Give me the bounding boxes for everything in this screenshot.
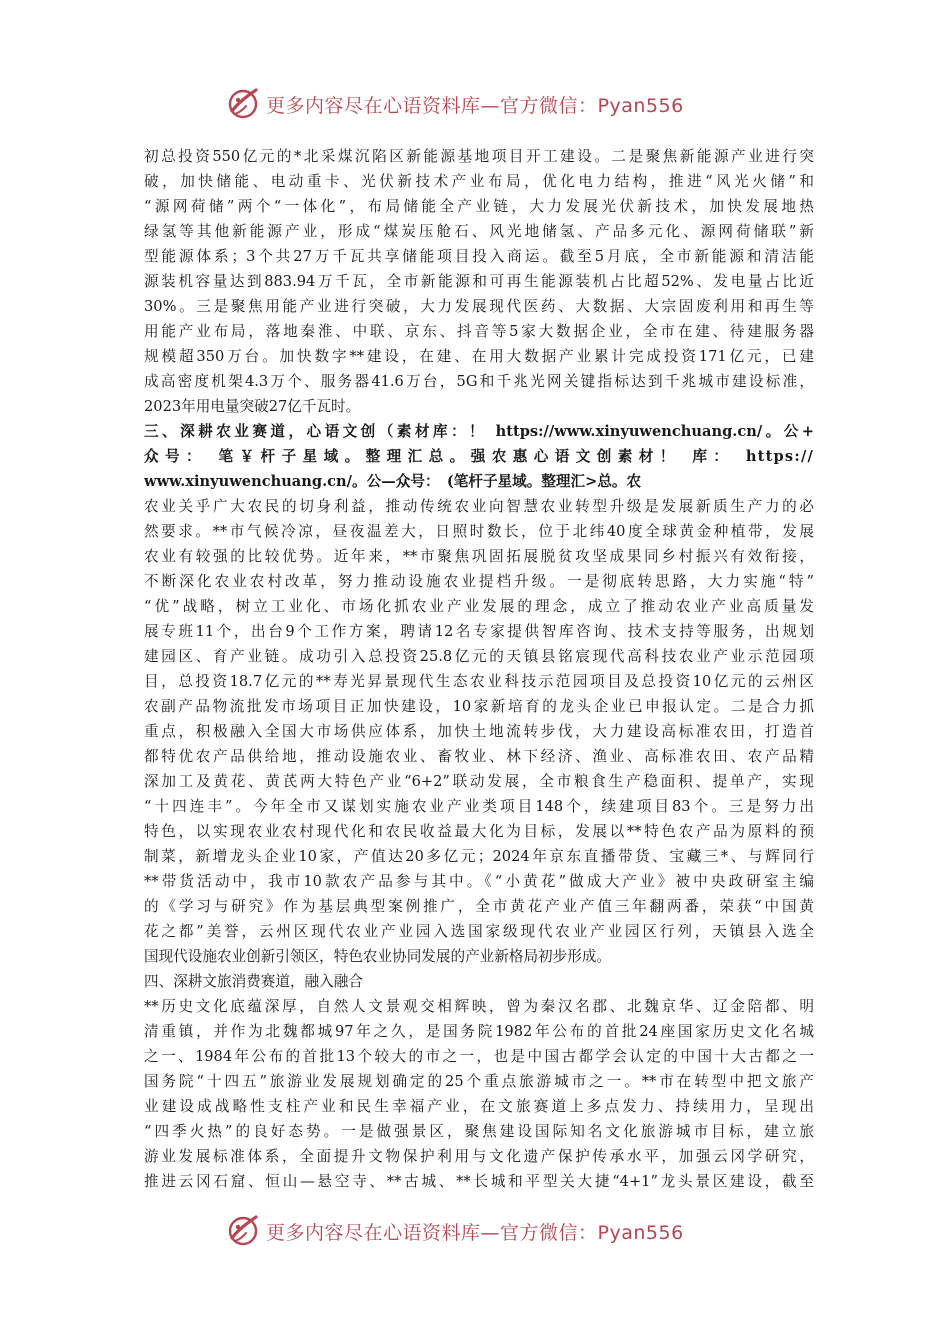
text-line: 三、深耕农业赛道，心语文创（素材库：！ https://www.xinyuwenchuang.cn/。公+: [144, 423, 814, 440]
text-line: 业建设成战略性支柱产业和民生幸福产业，在文旅赛道上多点发力、持续用力，呈现出: [144, 1098, 814, 1115]
banner-text: 更多内容尽在心语资料库—官方微信：Pyan556: [266, 1221, 684, 1244]
text-line: 游业发展标准体系，全面提升文物保护利用与文化遗产保护传承水平，加强云冈学研究，: [144, 1148, 814, 1165]
text-line: 破，加快储能、电动重卡、光伏新技术产业布局，优化电力结构，推进“风光火储”和: [144, 173, 814, 190]
text-line: 30%。三是聚焦用能产业进行突破，大力发展现代医药、大数据、大宗固废利用和再生等: [144, 298, 814, 315]
document-body: [144, 144, 814, 1194]
text-line: 绿氢等其他新能源产业，形成“煤炭压舱石、风光地储氢、产品多元化、源网荷储联”新: [144, 223, 814, 240]
text-line: 源装机容量达到883.94万千瓦，全市新能源和可再生能源装机占比超52%、发电量占比近: [144, 273, 814, 290]
text-line: 众号： 笔￥杆子星域。整理汇总。强农惠心语文创素材！ 库： https://: [144, 448, 814, 465]
footer-banner: [0, 1211, 950, 1251]
text-line: **历史文化底蕴深厚，自然人文景观交相辉映，曾为秦汉名郡、北魏京华、辽金陪都、明: [144, 998, 814, 1015]
text-line: 特色，以实现农业农村现代化和农民收益最大化为目标，发展以**特色农产品为原料的预: [144, 823, 814, 840]
text-line: 成高密度机架4.3万个、服务器41.6万台，5G和千兆光网关键指标达到千兆城市建设标准，: [144, 373, 814, 390]
text-line: 花之都”美誉，云州区现代农业产业园入选国家级现代农业产业园区行列，天镇县入选全: [144, 923, 814, 940]
text-line: “四季火热”的良好态势。一是做强景区，聚焦建设国际知名文化旅游城市目标，建立旅: [144, 1123, 814, 1140]
text-line: 用能产业布局，落地秦淮、中联、京东、抖音等5家大数据企业，全市在建、待建服务器: [144, 323, 814, 340]
text-line: 深加工及黄花、黄芪两大特色产业“6+2”联动发展，全市粮食生产稳面积、提单产，实现: [144, 773, 814, 790]
text-line: 的《学习与研究》作为基层典型案例推广，全市黄花产业产值三年翻两番，荣获“中国黄: [144, 898, 814, 915]
text-line: “十四连丰”。今年全市又谋划实施农业产业类项目148个，续建项目83个。三是努力出: [144, 798, 814, 815]
text-line: 型能源体系；3个共27万千瓦共享储能项目投入商运。截至5月底，全市新能源和清洁能: [144, 248, 814, 265]
text-line: “源网荷储”两个“一体化”，布局储能全产业链，大力发展光伏新技术，加快发展地热: [144, 198, 814, 215]
banner-text: 更多内容尽在心语资料库—官方微信：Pyan556: [266, 94, 684, 117]
text-line: 规模超350万台。加快数字**建设，在建、在用大数据产业累计完成投资171亿元，已建: [144, 348, 814, 365]
text-line: 之一、1984年公布的首批13个较大的市之一，也是中国古都学会认定的中国十大古都之一: [144, 1048, 814, 1065]
text-line: 国现代设施农业创新引领区，特色农业协同发展的产业新格局初步形成。: [144, 948, 612, 965]
brush-pen-logo-icon: [226, 87, 260, 121]
text-line: 不断深化农业农村改革，努力推动设施农业提档升级。一是彻底转思路，大力实施“特”: [144, 573, 814, 590]
text-line: 农副产品物流批发市场项目正加快建设，10家新培育的龙头企业已申报认定。二是合力抓: [144, 698, 814, 715]
text-line: 推进云冈石窟、恒山—悬空寺、**古城、**长城和平型关大捷“4+1”龙头景区建设，截至: [144, 1173, 814, 1190]
brush-pen-logo-icon: [226, 1214, 260, 1248]
header-banner: [0, 84, 950, 124]
text-line: 重点，积极融入全国大市场供应体系，加快土地流转步伐，大力建设高标准农田，打造首: [144, 723, 814, 740]
text-line: 国务院“十四五”旅游业发展规划确定的25个重点旅游城市之一。**市在转型中把文旅产: [144, 1073, 814, 1090]
text-line: 展专班11个，出台9个工作方案，聘请12名专家提供智库咨询、技术支持等服务，出规划: [144, 623, 814, 640]
text-line: 建园区、育产业链。成功引入总投资25.8亿元的天镇县铭宸现代高科技农业产业示范园项: [144, 648, 814, 665]
text-line: 清重镇，并作为北魏都城97年之久，是国务院1982年公布的首批24座国家历史文化名城: [144, 1023, 814, 1040]
text-line: **带货活动中，我市10款农产品参与其中。《“小黄花”做成大产业》被中央政研室主编: [144, 873, 814, 890]
text-line: 农业关乎广大农民的切身利益，推动传统农业向智慧农业转型升级是发展新质生产力的必: [144, 498, 814, 515]
text-line: www.xinyuwenchuang.cn/。公—众号： (笔杆子星域。整理汇>总。农: [144, 473, 642, 490]
text-line: 都特优农产品供给地，推动设施农业、畜牧业、林下经济、渔业、高标准农田、农产品精: [144, 748, 814, 765]
text-line: 然要求。**市气候冷凉，昼夜温差大，日照时数长，位于北纬40度全球黄金种植带，发展: [144, 523, 814, 540]
text-line: 初总投资550亿元的*北采煤沉陷区新能源基地项目开工建设。二是聚焦新能源产业进行突: [144, 148, 814, 165]
text-line: 目，总投资18.7亿元的**寿光昇景现代生态农业科技示范园项目及总投资10亿元的云州区: [144, 673, 814, 690]
text-line: 2023年用电量突破27亿千瓦时。: [144, 398, 361, 415]
text-line: “优”战略，树立工业化、市场化抓农业产业发展的理念，成立了推动农业产业高质量发: [144, 598, 814, 615]
text-line: 制菜，新增龙头企业10家，产值达20多亿元；2024年京东直播带货、宝藏三*、与辉同行: [144, 848, 814, 865]
text-line: 农业有较强的比较优势。近年来，**市聚焦巩固拓展脱贫攻坚成果同乡村振兴有效衔接，: [144, 548, 814, 565]
text-line: 四、深耕文旅消费赛道，融入融合: [144, 973, 363, 990]
